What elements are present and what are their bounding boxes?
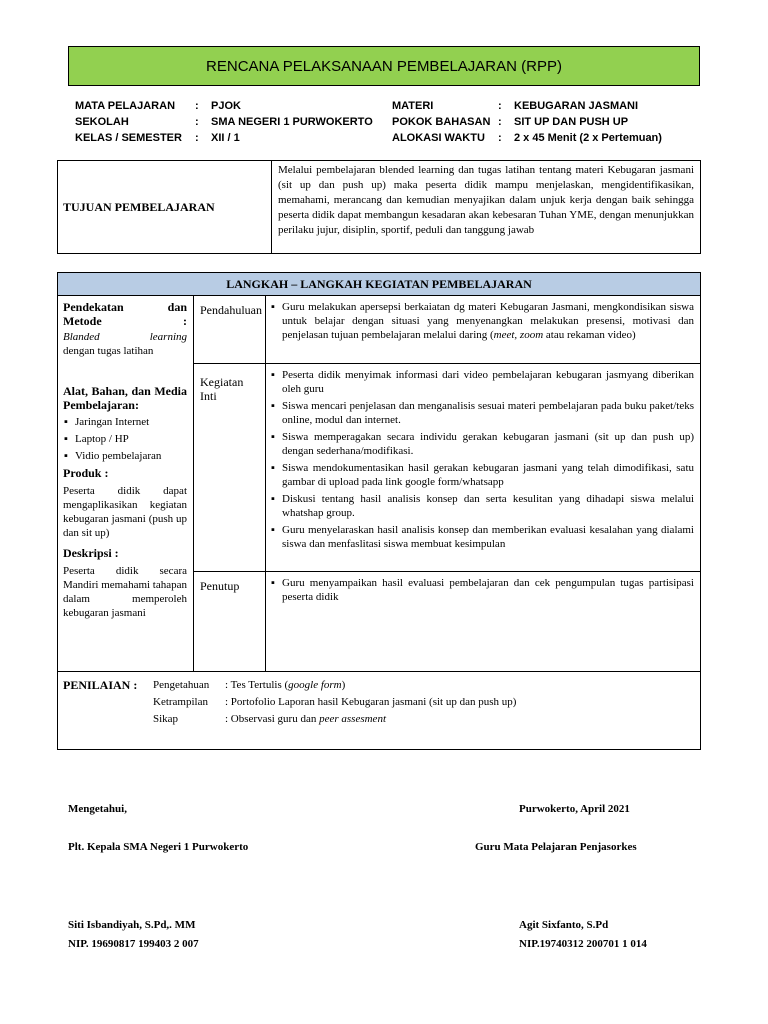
inti-content [270,368,694,554]
langkah-header: LANGKAH – LANGKAH KEGIATAN PEMBELAJARAN [58,273,700,296]
penilaian-value: : Tes Tertulis ( [225,679,289,691]
sign-right-name: Agit Sixfanto, S.Pd [519,919,609,931]
list-item [270,300,694,342]
pendekatan-title: Pendekatan dan Metode : [63,300,187,328]
penilaian-name: Pengetahuan [153,679,210,691]
deskripsi-title: Deskripsi : [63,546,119,560]
info-label: POKOK BAHASAN [392,116,491,128]
info-value: PJOK [211,100,241,112]
grid-line [193,295,194,671]
pendahuluan-text: Guru melakukan apersepsi berkaiatan dg materi Kebugaran Jasmani, mengkondisikan siswa untuk belajar dengan situasi yang menyenangkan melakukan presensi, motivasi dan penjelasan tujuan pembelajaran melalui daring ( [282,301,694,341]
list-item: ▪ Laptop / HP [63,432,187,446]
inti-label: Kegiatan Inti [200,375,244,403]
penilaian-value: : Portofolio Laporan hasil Kebugaran jasmani (sit up dan push up) [225,696,517,708]
tujuan-table [57,160,701,254]
document-title-box [68,46,700,86]
info-label: SEKOLAH [75,116,129,128]
penilaian-row [153,711,693,728]
deskripsi-text: Peserta didik secara Mandiri memahami tahapan dalam memperoleh kebugaran jasmani [63,565,188,619]
list-item: ▪ Siswa mencari penjelasan dan menganalisis sesuai materi pembelajaran pada buku paket/teks online, modul dan internet. [270,399,694,427]
alat-list [63,415,187,463]
info-value: SMA NEGERI 1 PURWOKERTO [211,116,373,128]
penilaian-row [153,694,693,711]
info-value: 2 x 45 Menit (2 x Pertemuan) [514,132,662,144]
info-value: XII / 1 [211,132,240,144]
penilaian-row [153,677,693,694]
info-label: ALOKASI WAKTU [392,132,485,144]
list-item: ▪ Guru menyampaikan hasil evaluasi pembelajaran dan cek pengumpulan tugas partisipasi peserta didik [270,576,694,604]
info-value: SIT UP DAN PUSH UP [514,116,629,128]
grid-line [193,363,700,364]
sign-left-name: Siti Isbandiyah, S.Pd,. MM [68,919,196,931]
tujuan-text: Melalui pembelajaran blended learning dan tugas latihan tentang materi Kebugaran jasmani (sit up dan push up) maka peserta didik mampu menjelaskan, mengidentifikasikan, memahami, merancang dan kemudian menyajikan dalam unjuk kerja dengan baik sehingga peserta didik dapat membangun kesadaran akan kebesaran Tuhan YME, dengan menunjukkan perilaku jujur, disiplin, sportif, peduli dan tanggung jawab [278,164,694,236]
info-sep: : [498,100,502,112]
penilaian-name: Sikap [153,713,179,725]
grid-line [265,295,266,671]
list-item: ▪ Vidio pembelajaran [63,449,187,463]
penilaian-italic: google form [288,679,342,691]
info-sep: : [195,116,199,128]
sign-right-heading: Purwokerto, April 2021 [519,803,630,815]
pendahuluan-tail: atau rekaman video) [543,329,636,341]
penilaian-name: Ketrampilan [153,696,208,708]
sign-left-heading: Mengetahui, [68,803,127,815]
sign-left-nip: NIP. 19690817 199403 2 007 [68,938,199,950]
sign-right-nip: NIP.19740312 200701 1 014 [519,938,647,950]
pendahuluan-italic: meet, zoom [493,329,544,341]
langkah-table [57,272,701,750]
document-title: RENCANA PELAKSANAAN PEMBELAJARAN (RPP) [206,57,562,75]
info-label: MATA PELAJARAN [75,100,176,112]
info-left [75,98,373,146]
penilaian-label: PENILAIAN : [63,678,138,692]
grid-line [58,671,700,672]
info-value: KEBUGARAN JASMANI [514,100,639,112]
pendahuluan-label: Pendahuluan [200,303,262,317]
list-item: ▪ Siswa memperagakan secara individu gerakan kebugaran jasmani (sit up dan push up) dengan sederhana/modifikasi. [270,430,694,458]
left-column [63,300,187,620]
info-sep: : [195,100,199,112]
penutup-label: Penutup [200,579,240,593]
info-sep: : [195,132,199,144]
pendahuluan-content [270,300,694,345]
penilaian-tail: ) [341,679,346,691]
pendekatan-italic: Blanded learning [63,331,187,343]
produk-text: Peserta didik dapat mengaplikasikan kegiatan kebugaran jasmani (push up dan sit up) [63,485,187,539]
list-item: ▪ Jaringan Internet [63,415,187,429]
penutup-content [270,576,694,607]
list-item: ▪ Guru menyelaraskan hasil analisis konsep dan memberikan evaluasi kesalahan yang dialami siswa dan menfaslitasi siswa membuat kesimpulan [270,523,694,551]
info-right [392,98,662,146]
info-sep: : [498,116,502,128]
alat-title: Alat, Bahan, dan Media Pembelajaran: [63,384,187,412]
sign-left-role: Plt. Kepala SMA Negeri 1 Purwokerto [68,841,249,853]
sign-right-role: Guru Mata Pelajaran Penjasorkes [475,841,637,853]
penilaian-rows [153,677,693,728]
list-item: ▪ Diskusi tentang hasil analisis konsep dan serta kesulitan yang dihadapi siswa melalui whatshap group. [270,492,694,520]
info-label: MATERI [392,100,434,112]
info-sep: : [498,132,502,144]
info-label: KELAS / SEMESTER [75,132,182,144]
penilaian-value: : Observasi guru dan [225,713,320,725]
list-item: ▪ Peserta didik menyimak informasi dari video pembelajaran kebugaran jasmyang diberikan oleh guru [270,368,694,396]
grid-line [193,571,700,572]
pendekatan-text: dengan tugas latihan [63,345,154,357]
tujuan-label: TUJUAN PEMBELAJARAN [58,161,272,253]
list-item: ▪ Siswa mendokumentasikan hasil gerakan kebugaran jasmani yang telah dimodifikasi, satu gambar di upload pada link google form/whatsapp [270,461,694,489]
produk-title: Produk : [63,466,109,480]
penilaian-italic: peer assesment [319,713,386,725]
